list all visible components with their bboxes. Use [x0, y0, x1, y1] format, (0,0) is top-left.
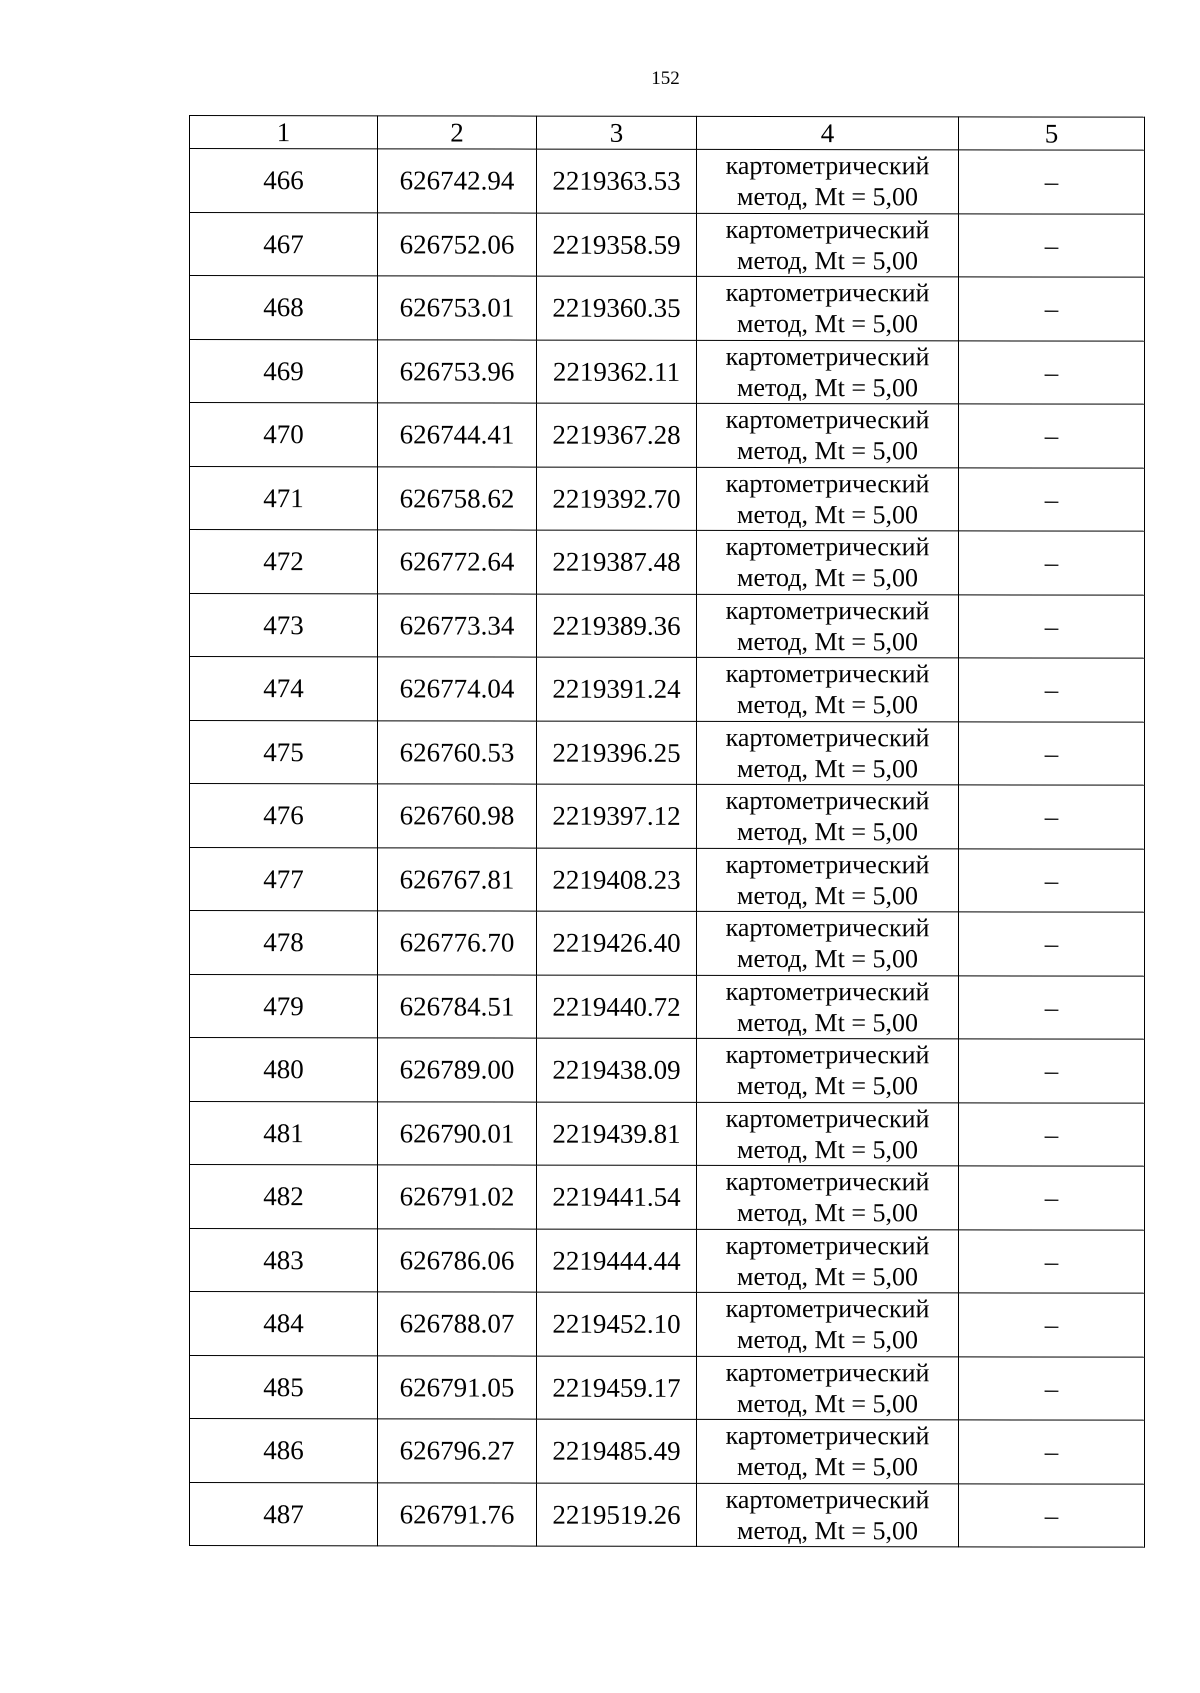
- method-line-1: картометрический: [725, 341, 930, 372]
- method-line-1: картометрический: [725, 1167, 930, 1197]
- x-coordinate-cell: 626789.00: [378, 1038, 537, 1102]
- y-coordinate-cell: 2219426.40: [537, 911, 697, 975]
- point-number-cell: 475: [190, 720, 378, 784]
- table-row: [190, 403, 1145, 468]
- x-coordinate-cell: 626760.53: [378, 720, 537, 784]
- x-coordinate-cell: 626753.96: [378, 339, 537, 403]
- y-coordinate-cell: 2219441.54: [537, 1165, 697, 1229]
- method-cell: [697, 1292, 959, 1356]
- header-col-4: 4: [697, 116, 959, 149]
- table-row: [190, 466, 1145, 531]
- column-5-cell: –: [959, 1420, 1145, 1484]
- table-row: [190, 1292, 1145, 1357]
- point-number-cell: 487: [190, 1482, 378, 1546]
- column-5-cell: –: [959, 1356, 1145, 1420]
- x-coordinate-cell: 626791.76: [378, 1482, 537, 1546]
- method-cell: [697, 467, 959, 531]
- method-cell: [697, 403, 959, 467]
- column-5-cell: –: [959, 1039, 1145, 1103]
- method-line-1: картометрический: [725, 722, 930, 753]
- method-cell: [697, 213, 959, 277]
- point-number-cell: 466: [190, 149, 378, 213]
- method-line-2: метод, Mt = 5,00: [737, 563, 918, 593]
- point-number-cell: 467: [190, 212, 378, 276]
- table-row: [190, 1165, 1145, 1230]
- method-line-1: картометрический: [725, 468, 930, 499]
- table-row: [190, 149, 1145, 214]
- method-line-2: метод, Mt = 5,00: [737, 626, 918, 657]
- method-line-1: картометрический: [725, 1357, 930, 1388]
- method-line-2: метод, Mt = 5,00: [737, 1325, 918, 1355]
- column-5-cell: –: [959, 658, 1145, 722]
- y-coordinate-cell: 2219397.12: [537, 784, 697, 848]
- column-5-cell: –: [959, 975, 1145, 1039]
- table-row: [190, 847, 1145, 912]
- table-row: [190, 784, 1145, 849]
- column-5-cell: –: [959, 277, 1145, 341]
- method-line-2: метод, Mt = 5,00: [737, 1261, 918, 1292]
- method-cell: [697, 1229, 959, 1293]
- header-col-5: 5: [959, 117, 1145, 150]
- point-number-cell: 486: [190, 1419, 378, 1483]
- point-number-cell: 484: [190, 1292, 378, 1356]
- table-row: [190, 212, 1145, 277]
- method-line-1: картометрический: [725, 595, 930, 626]
- header-col-1: 1: [190, 116, 378, 149]
- point-number-cell: 477: [190, 847, 378, 911]
- table-row: [190, 1419, 1145, 1484]
- column-5-cell: –: [959, 848, 1145, 912]
- method-line-1: картометрический: [725, 1230, 930, 1261]
- y-coordinate-cell: 2219485.49: [537, 1419, 697, 1483]
- method-line-1: картометрический: [725, 278, 930, 308]
- column-5-cell: –: [959, 912, 1145, 976]
- x-coordinate-cell: 626791.05: [378, 1355, 537, 1419]
- method-line-2: метод, Mt = 5,00: [737, 690, 918, 720]
- table-row: [190, 1101, 1145, 1166]
- x-coordinate-cell: 626752.06: [378, 212, 537, 276]
- y-coordinate-cell: 2219459.17: [537, 1356, 697, 1420]
- table-row: [190, 720, 1145, 785]
- method-line-2: метод, Mt = 5,00: [737, 1388, 918, 1419]
- x-coordinate-cell: 626767.81: [378, 847, 537, 911]
- method-cell: [697, 340, 959, 404]
- method-line-2: метод, Mt = 5,00: [737, 1134, 918, 1165]
- x-coordinate-cell: 626784.51: [378, 974, 537, 1038]
- column-5-cell: –: [959, 721, 1145, 785]
- x-coordinate-cell: 626742.94: [378, 149, 537, 213]
- method-cell: [697, 149, 959, 213]
- point-number-cell: 480: [190, 1038, 378, 1102]
- point-number-cell: 483: [190, 1228, 378, 1292]
- y-coordinate-cell: 2219444.44: [537, 1229, 697, 1293]
- x-coordinate-cell: 626796.27: [378, 1419, 537, 1483]
- method-line-1: картометрический: [725, 532, 930, 562]
- method-line-1: картометрический: [725, 913, 930, 943]
- y-coordinate-cell: 2219362.11: [537, 340, 697, 404]
- method-cell: [697, 1038, 959, 1102]
- x-coordinate-cell: 626773.34: [378, 593, 537, 657]
- method-line-2: метод, Mt = 5,00: [737, 499, 918, 530]
- column-5-cell: –: [959, 1166, 1145, 1230]
- point-number-cell: 479: [190, 974, 378, 1038]
- x-coordinate-cell: 626753.01: [378, 276, 537, 340]
- method-line-2: метод, Mt = 5,00: [737, 944, 918, 974]
- table-row: [190, 911, 1145, 976]
- method-line-1: картометрический: [725, 659, 930, 689]
- header-row: [190, 116, 1145, 151]
- y-coordinate-cell: 2219358.59: [537, 213, 697, 277]
- method-cell: [697, 1165, 959, 1229]
- x-coordinate-cell: 626760.98: [378, 784, 537, 848]
- x-coordinate-cell: 626788.07: [378, 1292, 537, 1356]
- method-cell: [697, 1102, 959, 1166]
- method-line-1: картометрический: [725, 405, 930, 435]
- method-cell: [697, 657, 959, 721]
- x-coordinate-cell: 626786.06: [378, 1228, 537, 1292]
- method-line-2: метод, Mt = 5,00: [737, 1452, 918, 1482]
- method-line-2: метод, Mt = 5,00: [737, 182, 918, 212]
- x-coordinate-cell: 626791.02: [378, 1165, 537, 1229]
- column-5-cell: –: [959, 1229, 1145, 1293]
- method-line-1: картометрический: [725, 1103, 930, 1134]
- table-row: [190, 339, 1145, 404]
- column-5-cell: –: [959, 1102, 1145, 1166]
- column-5-cell: –: [959, 340, 1145, 404]
- method-cell: [697, 530, 959, 594]
- y-coordinate-cell: 2219367.28: [537, 403, 697, 467]
- table-row: [190, 974, 1145, 1039]
- method-cell: [697, 1419, 959, 1483]
- point-number-cell: 478: [190, 911, 378, 975]
- y-coordinate-cell: 2219363.53: [537, 149, 697, 213]
- y-coordinate-cell: 2219440.72: [537, 975, 697, 1039]
- method-line-1: картометрический: [725, 786, 930, 816]
- method-line-1: картометрический: [725, 849, 930, 880]
- method-cell: [697, 848, 959, 912]
- method-line-2: метод, Mt = 5,00: [737, 817, 918, 847]
- y-coordinate-cell: 2219389.36: [537, 594, 697, 658]
- table-row: [190, 1038, 1145, 1103]
- y-coordinate-cell: 2219360.35: [537, 276, 697, 340]
- header-col-3: 3: [537, 116, 697, 149]
- method-line-2: метод, Mt = 5,00: [737, 245, 918, 276]
- y-coordinate-cell: 2219408.23: [537, 848, 697, 912]
- method-line-1: картометрический: [725, 151, 930, 181]
- column-5-cell: –: [959, 594, 1145, 658]
- y-coordinate-cell: 2219387.48: [537, 530, 697, 594]
- page-number: 152: [651, 68, 680, 89]
- point-number-cell: 468: [190, 276, 378, 340]
- table-row: [190, 1482, 1145, 1547]
- y-coordinate-cell: 2219452.10: [537, 1292, 697, 1356]
- method-cell: [697, 911, 959, 975]
- y-coordinate-cell: 2219391.24: [537, 657, 697, 721]
- x-coordinate-cell: 626790.01: [378, 1101, 537, 1165]
- method-cell: [697, 721, 959, 785]
- y-coordinate-cell: 2219519.26: [537, 1483, 697, 1547]
- point-number-cell: 473: [190, 593, 378, 657]
- method-line-2: метод, Mt = 5,00: [737, 880, 918, 911]
- method-line-1: картометрический: [725, 1040, 930, 1070]
- table-row: [190, 593, 1145, 658]
- method-line-1: картометрический: [725, 976, 930, 1007]
- y-coordinate-cell: 2219392.70: [537, 467, 697, 531]
- table-row: [190, 657, 1145, 722]
- point-number-cell: 482: [190, 1165, 378, 1229]
- method-line-2: метод, Mt = 5,00: [737, 1007, 918, 1038]
- method-cell: [697, 594, 959, 658]
- y-coordinate-cell: 2219439.81: [537, 1102, 697, 1166]
- x-coordinate-cell: 626776.70: [378, 911, 537, 975]
- column-5-cell: –: [959, 150, 1145, 214]
- column-5-cell: –: [959, 404, 1145, 468]
- table-row: [190, 530, 1145, 595]
- coordinates-table: [189, 115, 1145, 1548]
- column-5-cell: –: [959, 785, 1145, 849]
- method-cell: [697, 975, 959, 1039]
- point-number-cell: 472: [190, 530, 378, 594]
- method-cell: [697, 276, 959, 340]
- point-number-cell: 476: [190, 784, 378, 848]
- column-5-cell: –: [959, 531, 1145, 595]
- x-coordinate-cell: 626774.04: [378, 657, 537, 721]
- point-number-cell: 481: [190, 1101, 378, 1165]
- x-coordinate-cell: 626772.64: [378, 530, 537, 594]
- point-number-cell: 485: [190, 1355, 378, 1419]
- column-5-cell: –: [959, 467, 1145, 531]
- method-line-2: метод, Mt = 5,00: [737, 1515, 918, 1546]
- method-line-2: метод, Mt = 5,00: [737, 436, 918, 466]
- method-line-2: метод, Mt = 5,00: [737, 1198, 918, 1228]
- method-line-1: картометрический: [725, 1484, 930, 1515]
- method-line-2: метод, Mt = 5,00: [737, 372, 918, 403]
- y-coordinate-cell: 2219396.25: [537, 721, 697, 785]
- method-cell: [697, 1356, 959, 1420]
- method-line-1: картометрический: [725, 214, 930, 245]
- point-number-cell: 469: [190, 339, 378, 403]
- method-line-1: картометрический: [725, 1421, 930, 1451]
- method-cell: [697, 784, 959, 848]
- table-row: [190, 1355, 1145, 1420]
- x-coordinate-cell: 626758.62: [378, 466, 537, 530]
- column-5-cell: –: [959, 1293, 1145, 1357]
- method-line-2: метод, Mt = 5,00: [737, 753, 918, 784]
- column-5-cell: –: [959, 1483, 1145, 1547]
- point-number-cell: 471: [190, 466, 378, 530]
- y-coordinate-cell: 2219438.09: [537, 1038, 697, 1102]
- point-number-cell: 470: [190, 403, 378, 467]
- column-5-cell: –: [959, 213, 1145, 277]
- table-row: [190, 1228, 1145, 1293]
- method-cell: [697, 1483, 959, 1547]
- x-coordinate-cell: 626744.41: [378, 403, 537, 467]
- header-col-2: 2: [378, 116, 537, 149]
- table-row: [190, 276, 1145, 341]
- method-line-1: картометрический: [725, 1294, 930, 1324]
- method-line-2: метод, Mt = 5,00: [737, 1071, 918, 1101]
- point-number-cell: 474: [190, 657, 378, 721]
- method-line-2: метод, Mt = 5,00: [737, 309, 918, 339]
